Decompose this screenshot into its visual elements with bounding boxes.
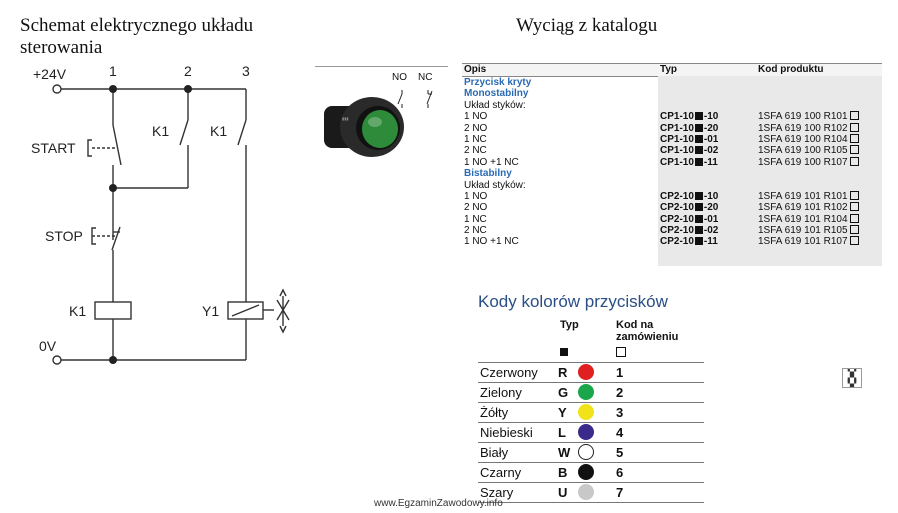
catalog-opis: 2 NC: [464, 225, 487, 237]
color-number: 7: [616, 485, 624, 500]
color-name: Szary: [480, 485, 514, 500]
color-name: Niebieski: [480, 425, 533, 440]
catalog-kod: [758, 123, 859, 134]
kod-text: 1SFA 619 101 R107: [758, 236, 848, 248]
typ-prefix: CP1-10: [660, 145, 694, 157]
color-letter: G: [558, 385, 569, 400]
color-row: [478, 463, 704, 483]
color-swatch: [578, 444, 594, 460]
typ-suffix: -20: [703, 202, 719, 214]
color-placeholder-square: [695, 203, 703, 211]
catalog-row: [462, 191, 882, 202]
code-placeholder-square: [850, 145, 859, 154]
color-placeholder-square: [695, 158, 703, 166]
catalog-opis: Przycisk kryty: [464, 77, 532, 88]
typ-suffix: -11: [703, 236, 718, 248]
footer-url: www.EgzaminZawodowy.info: [374, 498, 503, 509]
color-number: 6: [616, 465, 624, 480]
catalog-kod: [758, 111, 859, 122]
color-swatch: [578, 404, 594, 420]
color-letter: Y: [558, 405, 567, 420]
typ-prefix: CP2-10: [660, 236, 694, 248]
catalog-kod: [758, 145, 859, 156]
code-placeholder-square: [850, 225, 859, 234]
catalog-opis: 2 NO: [464, 202, 488, 214]
catalog-row: [462, 214, 882, 225]
junction-dot: [109, 184, 117, 192]
catalog-row: [462, 123, 882, 134]
typ-suffix: -11: [703, 156, 718, 168]
catalog-table: [462, 63, 882, 248]
color-placeholder-square: [695, 112, 703, 120]
catalog-row: [462, 157, 882, 168]
catalog-row: [462, 225, 882, 236]
color-letter: W: [558, 445, 571, 460]
catalog-opis: 1 NC: [464, 133, 487, 145]
code-placeholder-square: [850, 157, 859, 166]
typ-prefix: CP1-10: [660, 111, 694, 123]
catalog-typ: [660, 157, 718, 168]
color-name: Czarny: [480, 465, 522, 480]
kod-text: 1SFA 619 100 R104: [758, 133, 848, 145]
start-label: START: [31, 140, 76, 156]
color-letter: B: [558, 465, 568, 480]
line-number-2: 2: [184, 63, 192, 79]
kod-text: 1SFA 619 100 R105: [758, 145, 848, 157]
line-number-1: 1: [109, 63, 117, 79]
color-row: [478, 483, 704, 503]
diagram-title: Schemat elektrycznego układu sterowania: [20, 15, 254, 58]
typ-prefix: CP2-10: [660, 213, 694, 225]
svg-text:▮▮▮: ▮▮▮: [342, 116, 349, 121]
catalog-typ: [660, 202, 718, 213]
typ-prefix: CP1-10: [660, 156, 694, 168]
catalog-opis: 1 NO: [464, 111, 488, 123]
color-number: 4: [616, 425, 624, 440]
typ-suffix: -01: [703, 133, 719, 145]
kod-text: 1SFA 619 101 R102: [758, 202, 848, 214]
catalog-opis: 1 NO +1 NC: [464, 156, 519, 168]
catalog-kod: [758, 225, 859, 236]
catalog-opis: Bistabilny: [464, 168, 512, 180]
catalog-opis: 1 NO: [464, 190, 488, 202]
k1-holding-label: K1: [152, 123, 170, 139]
catalog-typ: [660, 123, 718, 134]
color-name: Biały: [480, 445, 509, 460]
k1-coil: [95, 302, 131, 319]
line-number-3: 3: [242, 63, 250, 79]
catalog-kod: [758, 157, 859, 168]
color-letter: L: [558, 425, 566, 440]
catalog-typ: [660, 225, 718, 236]
catalog-opis: 2 NC: [464, 145, 487, 157]
contact-type-legend: [392, 72, 444, 83]
catalog-row: [462, 145, 882, 156]
k1-output-contact: [238, 120, 246, 145]
ground-label: 0V: [39, 338, 57, 354]
catalog-typ: [660, 111, 718, 122]
catalog-title: Wyciąg z katalogu: [516, 15, 658, 36]
catalog-typ: [660, 134, 718, 145]
color-codes-title: Kody kolorów przycisków: [478, 292, 668, 311]
y1-coil-label: Y1: [202, 303, 220, 319]
typ-suffix: -10: [703, 111, 719, 123]
catalog-opis: Monostabilny: [464, 88, 529, 100]
header-opis: Opis: [464, 64, 487, 75]
typ-prefix: CP2-10: [660, 225, 694, 237]
catalog-kod: [758, 134, 859, 145]
junction-dot: [109, 356, 117, 364]
typ-prefix: CP1-10: [660, 122, 694, 134]
typ-suffix: -20: [703, 122, 719, 134]
catalog-header: [462, 63, 882, 77]
catalog-opis: Układ styków:: [464, 179, 526, 191]
catalog-row: [462, 100, 882, 111]
catalog-row: [462, 236, 882, 247]
junction-dot: [109, 85, 117, 93]
catalog-row: [462, 111, 882, 122]
k1-output-label: K1: [210, 123, 228, 139]
color-swatch: [578, 384, 594, 400]
color-number: 1: [616, 365, 624, 380]
color-placeholder-square: [695, 146, 703, 154]
catalog-kod: [758, 214, 859, 225]
supply-terminal: [53, 85, 61, 93]
catalog-row: [462, 88, 882, 99]
color-name: Żółty: [480, 405, 509, 420]
catalog-typ: [660, 214, 718, 225]
color-row: [478, 403, 704, 423]
catalog-typ: [660, 145, 718, 156]
stop-label: STOP: [45, 228, 83, 244]
color-codes-table: [478, 292, 706, 500]
typ-prefix: CP2-10: [660, 190, 694, 202]
catalog-kod: [758, 202, 859, 213]
typ-suffix: -01: [703, 213, 719, 225]
typ-prefix: CP1-10: [660, 133, 694, 145]
color-placeholder-square: [695, 192, 703, 200]
color-swatch: [578, 484, 594, 500]
color-placeholder-square: [695, 135, 703, 143]
supply-label: +24V: [33, 66, 67, 82]
k1-holding-contact: [180, 120, 188, 145]
color-number: 2: [616, 385, 624, 400]
color-placeholder-square: [695, 215, 703, 223]
color-placeholder-square: [695, 226, 703, 234]
code-placeholder-square: [850, 236, 859, 245]
code-placeholder-square: [850, 134, 859, 143]
typ-prefix: CP2-10: [660, 202, 694, 214]
catalog-row: [462, 168, 882, 179]
catalog-row: [462, 180, 882, 191]
code-placeholder-square: [850, 123, 859, 132]
catalog-opis: 1 NO +1 NC: [464, 236, 519, 248]
kod-text: 1SFA 619 100 R101: [758, 111, 848, 123]
start-contact: [113, 125, 121, 165]
kod-text: 1SFA 619 100 R102: [758, 122, 848, 134]
control-circuit-diagram: [0, 0, 300, 513]
code-placeholder-square: [850, 111, 859, 120]
color-swatch: [578, 364, 594, 380]
no-label: NO: [392, 72, 407, 83]
color-placeholder-square: [695, 237, 703, 245]
ground-terminal: [53, 356, 61, 364]
junction-dot: [184, 85, 192, 93]
k1-coil-label: K1: [69, 303, 87, 319]
color-name: Zielony: [480, 385, 522, 400]
catalog-opis: Układ styków:: [464, 99, 526, 111]
code-placeholder-square: [616, 347, 626, 357]
kod-text: 1SFA 619 101 R105: [758, 225, 848, 237]
nc-label: NC: [418, 72, 433, 83]
color-number: 5: [616, 445, 624, 460]
color-swatch: [578, 464, 594, 480]
contact-symbols: [394, 88, 438, 110]
catalog-kod: [758, 191, 859, 202]
code-placeholder-square: [850, 202, 859, 211]
color-row: [478, 443, 704, 463]
kod-text: 1SFA 619 100 R107: [758, 156, 848, 168]
typ-placeholder-square: [560, 348, 568, 356]
header-typ: Typ: [660, 64, 678, 75]
kod-text: 1SFA 619 101 R104: [758, 213, 848, 225]
catalog-typ: [660, 236, 718, 247]
qr-code-icon: ▚▞ ▞▚ ▚▞: [842, 368, 862, 388]
code-placeholder-square: [850, 214, 859, 223]
color-row: [478, 383, 704, 403]
catalog-opis: 2 NO: [464, 122, 488, 134]
color-col-typ: Typ: [560, 319, 579, 331]
code-placeholder-square: [850, 191, 859, 200]
color-swatch: [578, 424, 594, 440]
color-number: 3: [616, 405, 624, 420]
color-letter: R: [558, 365, 568, 380]
typ-suffix: -02: [703, 225, 719, 237]
header-kod: Kod produktu: [758, 64, 824, 75]
catalog-opis: 1 NC: [464, 213, 487, 225]
catalog-row: [462, 134, 882, 145]
color-name: Czerwony: [480, 365, 538, 380]
catalog-row: [462, 77, 882, 88]
catalog-typ: [660, 191, 718, 202]
color-placeholder-square: [695, 124, 703, 132]
catalog-kod: [758, 236, 859, 247]
color-letter: U: [558, 485, 568, 500]
color-row: [478, 363, 704, 383]
typ-suffix: -02: [703, 145, 719, 157]
color-rows: [478, 362, 704, 503]
typ-suffix: -10: [703, 190, 719, 202]
catalog-row: [462, 202, 882, 213]
catalog-body: [462, 77, 882, 248]
kod-text: 1SFA 619 101 R101: [758, 190, 848, 202]
color-col-kod: Kod na zamówieniu: [616, 319, 679, 343]
color-row: [478, 423, 704, 443]
button-face: [362, 110, 398, 148]
